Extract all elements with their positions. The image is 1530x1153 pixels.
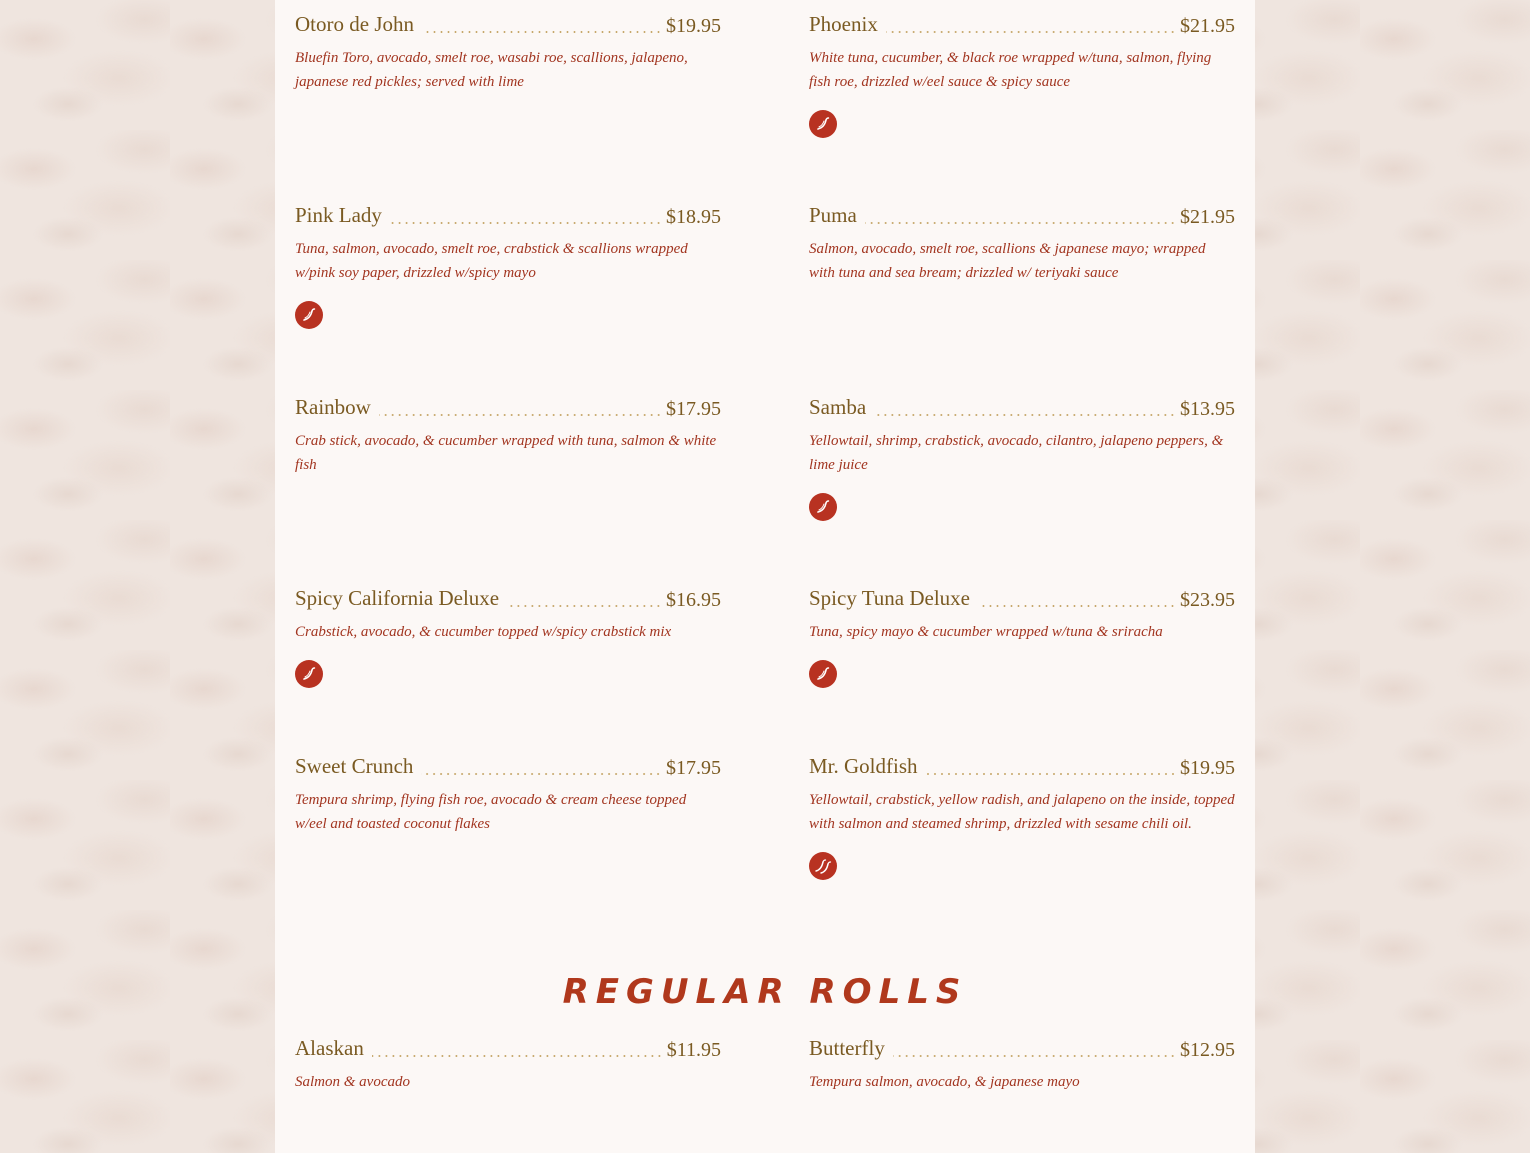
item-description: Salmon & avocado (295, 1074, 410, 1090)
dot-leader (865, 222, 1176, 224)
menu-item (295, 748, 721, 836)
menu-item (809, 580, 1235, 688)
chili-pepper-icon (809, 110, 837, 138)
menu-item (295, 6, 721, 94)
item-name: Sweet Crunch (295, 754, 414, 778)
item-description: Tuna, spicy mayo & cucumber wrapped w/tuna & sriracha (809, 624, 1163, 640)
menu-item (295, 389, 721, 477)
item-price: $17.95 (666, 757, 721, 779)
item-name: Puma (809, 203, 857, 227)
item-price: $16.95 (666, 589, 721, 611)
menu-item (295, 1030, 721, 1094)
menu-item-header (809, 1030, 1235, 1060)
section-title: REGULAR ROLLS (562, 972, 968, 1012)
item-price: $19.95 (666, 15, 721, 37)
menu-item-header (295, 6, 721, 36)
dot-leader (507, 605, 662, 607)
item-name: Rainbow (295, 395, 371, 419)
dot-leader (978, 605, 1176, 607)
menu-item-header (809, 197, 1235, 227)
menu-item-header (295, 389, 721, 419)
dot-leader (874, 414, 1176, 416)
menu-item-header (295, 1030, 721, 1060)
menu-item-header (295, 197, 721, 227)
item-name: Butterfly (809, 1036, 885, 1060)
item-description: Tuna, salmon, avocado, smelt roe, crabstick & scallions wrapped w/pink soy paper, drizzled w/spicy mayo (295, 241, 688, 281)
item-price: $21.95 (1180, 206, 1235, 228)
item-price: $21.95 (1180, 15, 1235, 37)
menu-item (809, 1030, 1235, 1094)
item-price: $17.95 (666, 398, 721, 420)
item-price: $11.95 (666, 1039, 721, 1061)
item-description: Yellowtail, shrimp, crabstick, avocado, cilantro, jalapeno peppers, & lime juice (809, 433, 1224, 473)
dot-leader (893, 1055, 1176, 1057)
menu-item (809, 197, 1235, 285)
menu-item-header (295, 580, 721, 610)
item-name: Mr. Goldfish (809, 754, 918, 778)
item-price: $13.95 (1180, 398, 1235, 420)
item-price: $12.95 (1180, 1039, 1235, 1061)
item-price: $23.95 (1180, 589, 1235, 611)
dot-leader (421, 773, 662, 775)
dot-leader (390, 222, 662, 224)
menu-panel (275, 0, 1255, 1153)
item-description: Crabstick, avocado, & cucumber topped w/spicy crabstick mix (295, 624, 672, 640)
menu-item-header (809, 748, 1235, 778)
item-description: Yellowtail, crabstick, yellow radish, and jalapeno on the inside, topped with salmon and steamed shrimp, drizzled with sesame chili oil. (809, 792, 1235, 832)
item-price: $19.95 (1180, 757, 1235, 779)
item-description: White tuna, cucumber, & black roe wrapped w/tuna, salmon, flying fish roe, drizzled w/eel sauce & spicy sauce (809, 50, 1212, 90)
menu-item (809, 389, 1235, 521)
item-name: Alaskan (295, 1036, 364, 1060)
menu-item-header (809, 389, 1235, 419)
menu-item-header (809, 6, 1235, 36)
menu-item (809, 6, 1235, 138)
chili-pepper-icon (295, 301, 323, 329)
item-name: Samba (809, 395, 867, 419)
dot-leader (422, 31, 662, 33)
chili-pepper-icon (809, 493, 837, 521)
menu-item-header (809, 580, 1235, 610)
item-price: $18.95 (666, 206, 721, 228)
double-chili-pepper-icon (809, 852, 837, 880)
item-description: Bluefin Toro, avocado, smelt roe, wasabi roe, scallions, jalapeno, japanese red pickles; served with lime (295, 50, 688, 90)
item-name: Phoenix (809, 12, 878, 36)
item-name: Spicy Tuna Deluxe (809, 586, 971, 610)
dot-leader (886, 31, 1176, 33)
menu-item (295, 197, 721, 329)
chili-pepper-icon (295, 660, 323, 688)
chili-pepper-icon (809, 660, 837, 688)
menu-item-header (295, 748, 721, 778)
dot-leader (379, 414, 662, 416)
item-description: Tempura salmon, avocado, & japanese mayo (809, 1074, 1080, 1090)
item-name: Spicy California Deluxe (295, 586, 500, 610)
menu-item (809, 748, 1235, 880)
item-name: Otoro de John (295, 12, 414, 36)
item-description: Crab stick, avocado, & cucumber wrapped with tuna, salmon & white fish (295, 433, 717, 473)
dot-leader (372, 1055, 663, 1057)
menu-item (295, 580, 721, 688)
item-description: Tempura shrimp, flying fish roe, avocado & cream cheese topped w/eel and toasted coconut flakes (295, 792, 687, 832)
item-description: Salmon, avocado, smelt roe, scallions & japanese mayo; wrapped with tuna and sea bream; drizzled w/ teriyaki sauce (809, 241, 1206, 281)
dot-leader (926, 773, 1176, 775)
item-name: Pink Lady (295, 203, 382, 227)
